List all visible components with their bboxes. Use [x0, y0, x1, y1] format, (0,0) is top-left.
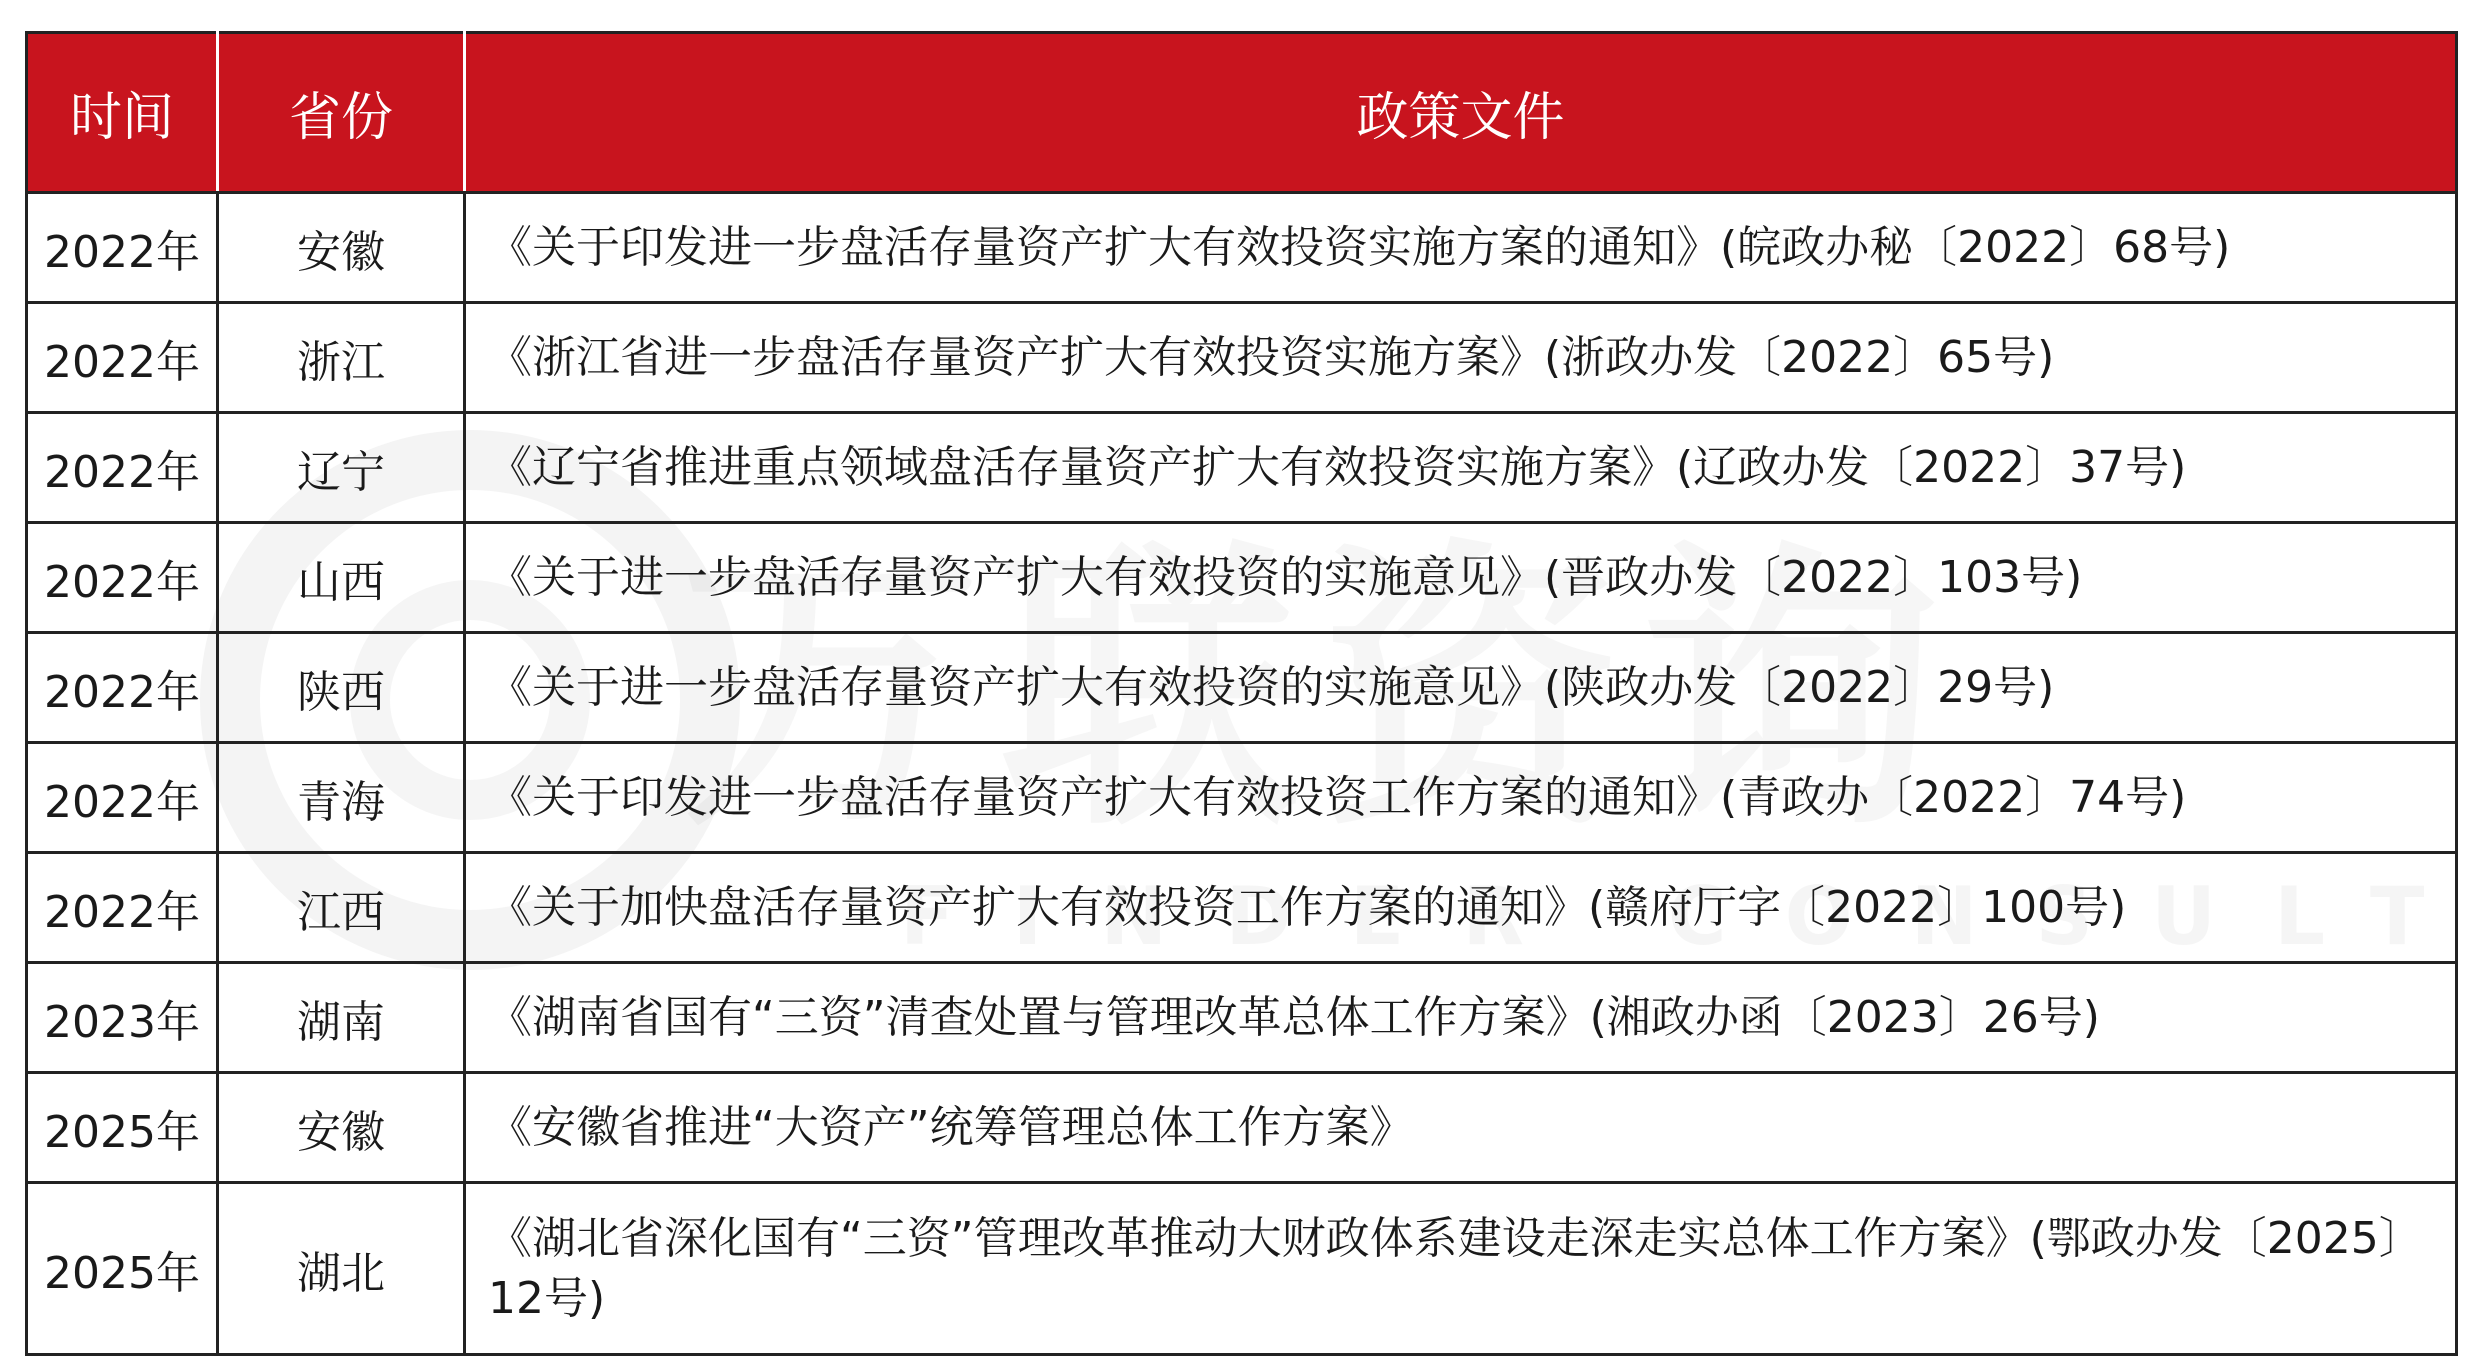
cell-document: 《浙江省进一步盘活存量资产扩大有效投资实施方案》(浙政办发〔2022〕65号)	[465, 303, 2457, 413]
cell-province: 陕西	[218, 633, 465, 743]
cell-year: 2022年	[27, 193, 218, 303]
cell-year: 2022年	[27, 413, 218, 523]
cell-province: 浙江	[218, 303, 465, 413]
cell-document: 《安徽省推进“大资产”统筹管理总体工作方案》	[465, 1073, 2457, 1183]
header-time: 时间	[27, 33, 218, 193]
cell-year: 2022年	[27, 523, 218, 633]
cell-document: 《关于印发进一步盘活存量资产扩大有效投资工作方案的通知》(青政办〔2022〕74号)	[465, 743, 2457, 853]
cell-year: 2022年	[27, 303, 218, 413]
table-row	[27, 743, 2457, 853]
cell-year: 2022年	[27, 853, 218, 963]
cell-document: 《湖北省深化国有“三资”管理改革推动大财政体系建设走深走实总体工作方案》(鄂政办发〔2025〕12号)	[465, 1183, 2457, 1355]
cell-year: 2022年	[27, 743, 218, 853]
cell-document: 《关于加快盘活存量资产扩大有效投资工作方案的通知》(赣府厅字〔2022〕100号)	[465, 853, 2457, 963]
cell-year: 2025年	[27, 1073, 218, 1183]
table-row	[27, 413, 2457, 523]
cell-province: 湖南	[218, 963, 465, 1073]
cell-document: 《湖南省国有“三资”清查处置与管理改革总体工作方案》(湘政办函〔2023〕26号)	[465, 963, 2457, 1073]
table-row	[27, 193, 2457, 303]
table-row	[27, 963, 2457, 1073]
cell-province: 安徽	[218, 1073, 465, 1183]
cell-province: 湖北	[218, 1183, 465, 1355]
policy-table	[25, 31, 2458, 1356]
header-document: 政策文件	[465, 33, 2457, 193]
table-row	[27, 1183, 2457, 1355]
table-row	[27, 303, 2457, 413]
cell-province: 山西	[218, 523, 465, 633]
table-row	[27, 853, 2457, 963]
table-header-row	[27, 33, 2457, 193]
cell-document: 《关于进一步盘活存量资产扩大有效投资的实施意见》(陕政办发〔2022〕29号)	[465, 633, 2457, 743]
table-row	[27, 633, 2457, 743]
cell-province: 江西	[218, 853, 465, 963]
cell-document: 《关于印发进一步盘活存量资产扩大有效投资实施方案的通知》(皖政办秘〔2022〕68号)	[465, 193, 2457, 303]
header-province: 省份	[218, 33, 465, 193]
cell-year: 2022年	[27, 633, 218, 743]
cell-province: 辽宁	[218, 413, 465, 523]
cell-province: 青海	[218, 743, 465, 853]
cell-year: 2025年	[27, 1183, 218, 1355]
cell-province: 安徽	[218, 193, 465, 303]
cell-document: 《关于进一步盘活存量资产扩大有效投资的实施意见》(晋政办发〔2022〕103号)	[465, 523, 2457, 633]
table-row	[27, 1073, 2457, 1183]
cell-document: 《辽宁省推进重点领域盘活存量资产扩大有效投资实施方案》(辽政办发〔2022〕37号)	[465, 413, 2457, 523]
table-row	[27, 523, 2457, 633]
cell-year: 2023年	[27, 963, 218, 1073]
